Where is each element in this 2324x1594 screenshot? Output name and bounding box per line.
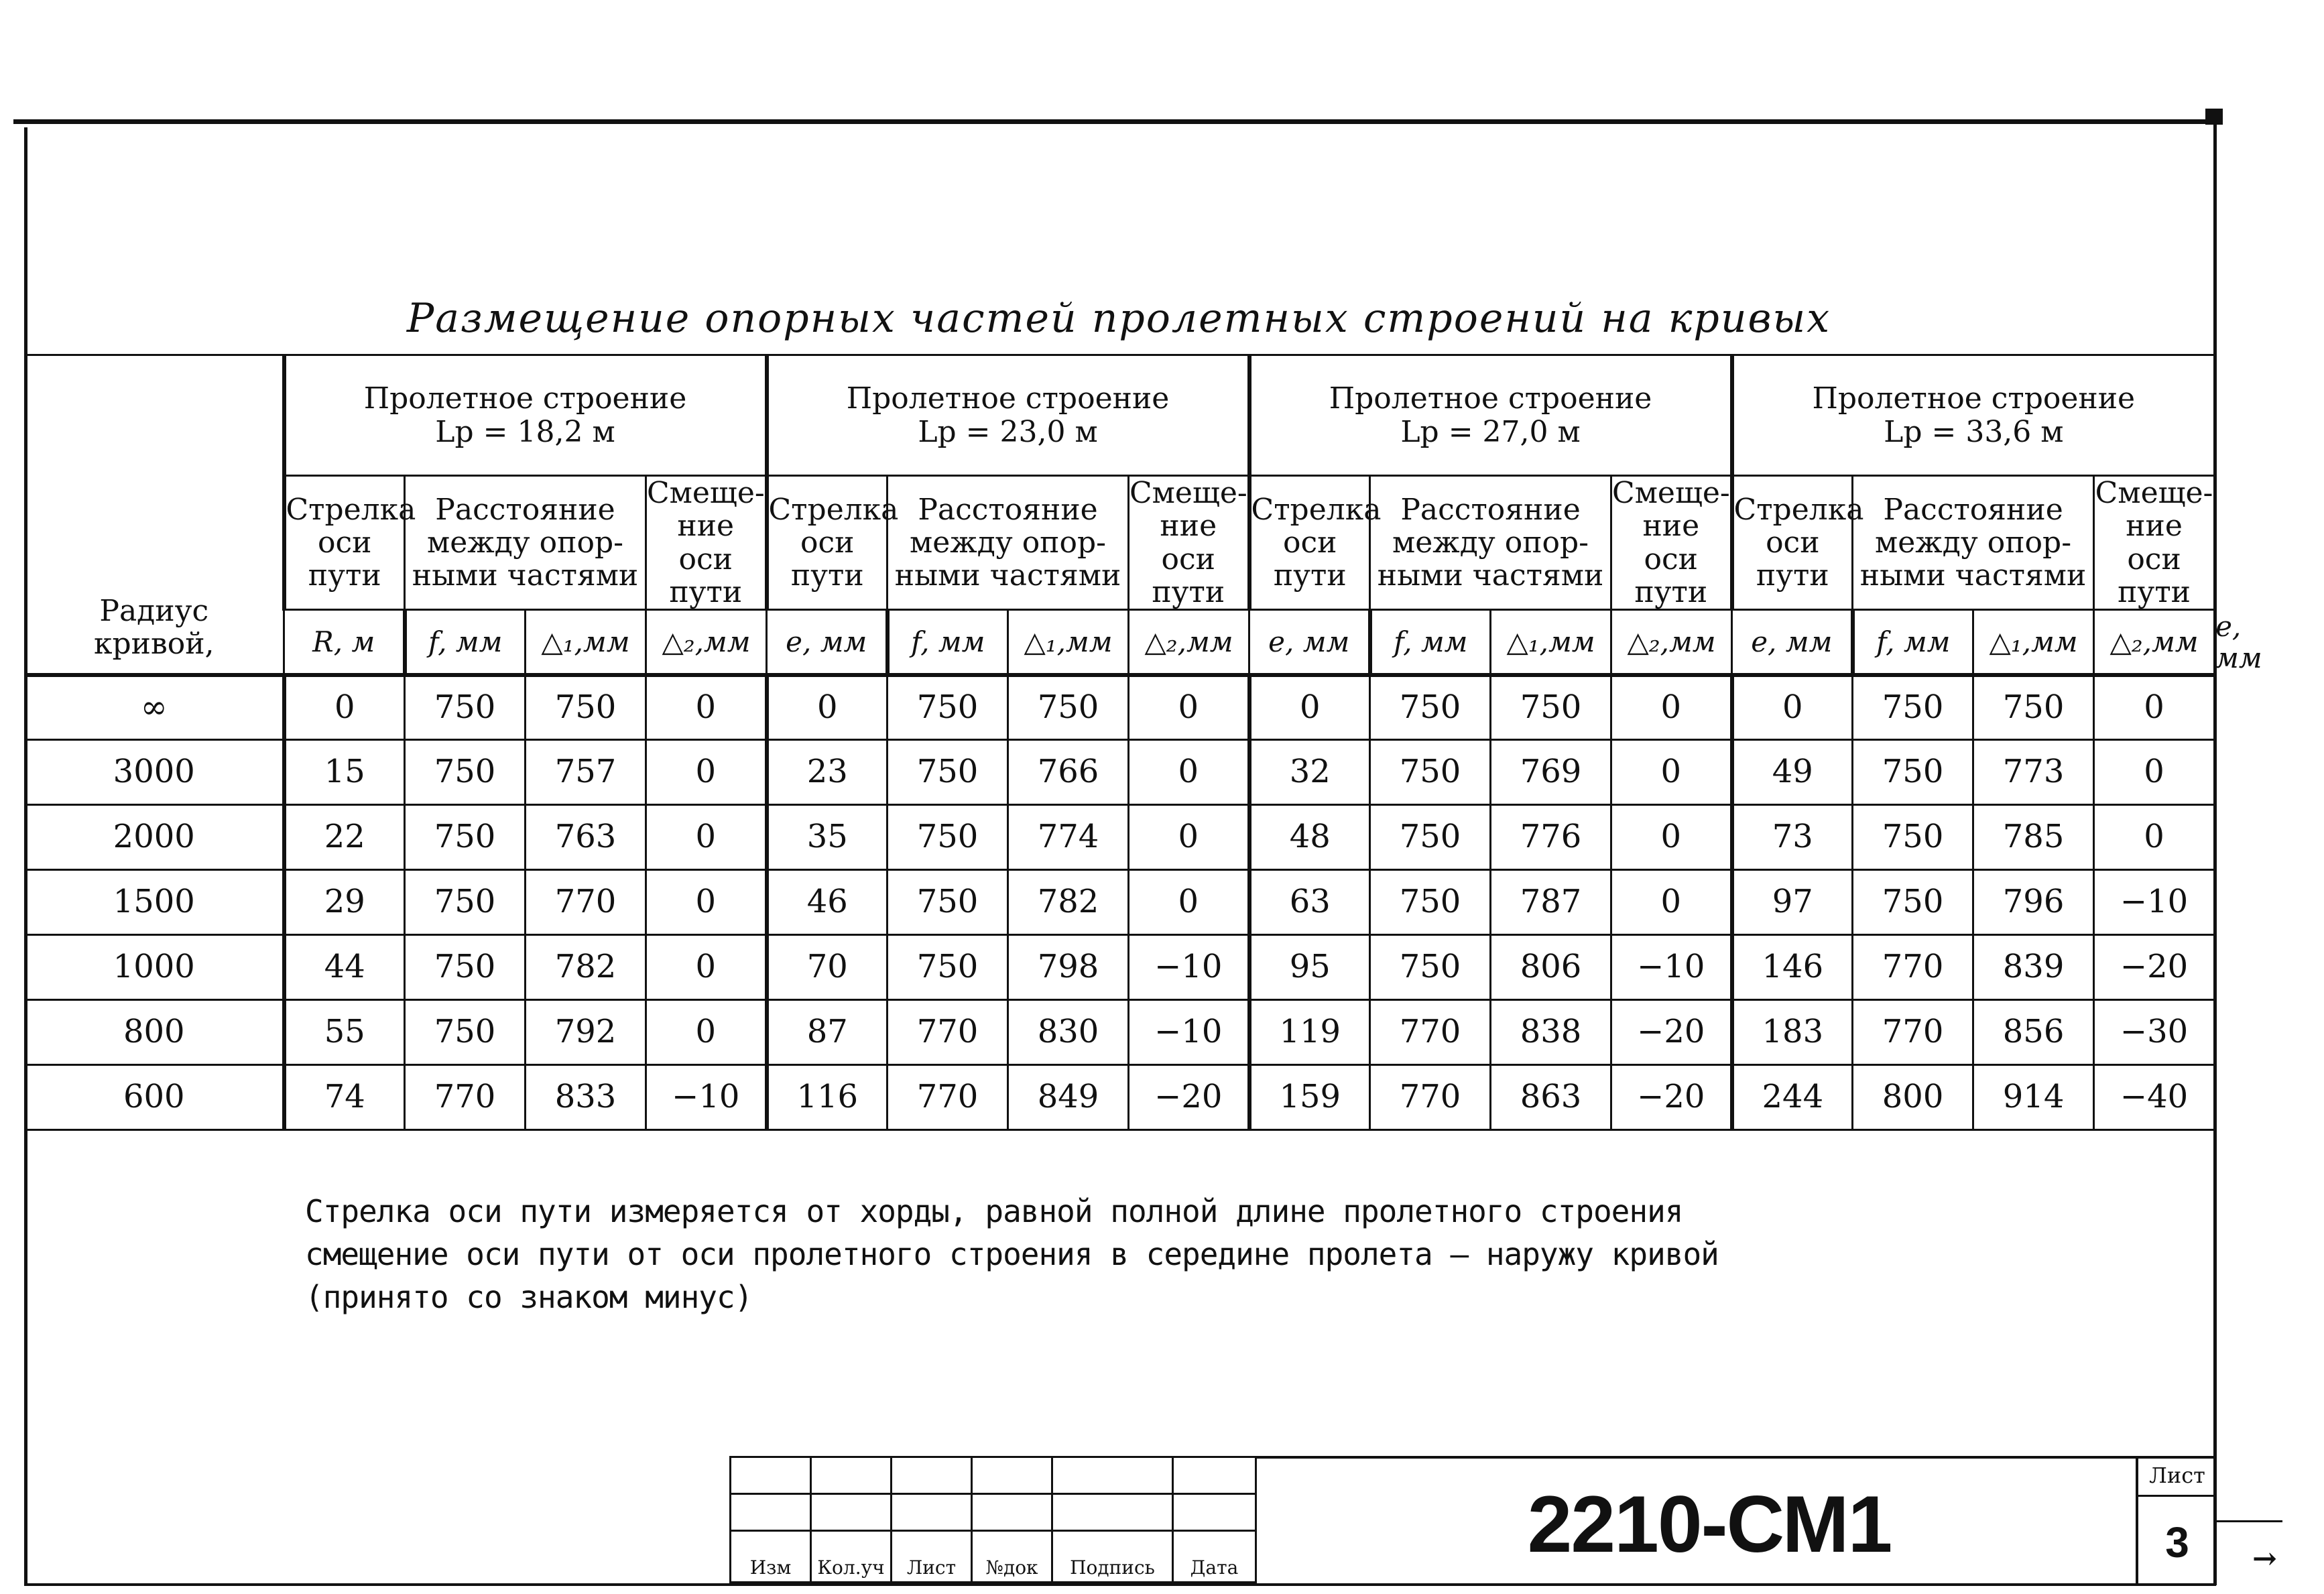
col-header-line: пути xyxy=(1634,574,1708,609)
radius-cell: 1500 xyxy=(25,870,284,935)
unit-cell: f, мм xyxy=(405,610,526,675)
value-cell: 0 xyxy=(2094,740,2215,805)
value-cell: 750 xyxy=(1973,675,2094,740)
col-header-line: Расстояние xyxy=(435,492,615,527)
arrow-icon: → xyxy=(2252,1542,2277,1576)
col-header-line: оси xyxy=(800,525,855,560)
col-header-line: пути xyxy=(308,558,381,593)
value-cell: 97 xyxy=(1732,870,1853,935)
col-header-smeshchenie xyxy=(646,476,767,610)
value-cell: 750 xyxy=(405,870,526,935)
unit-cell: f, мм xyxy=(1853,610,1973,675)
value-cell: 798 xyxy=(1008,935,1129,1000)
col-header-strelka xyxy=(767,476,899,610)
value-cell: 785 xyxy=(1973,805,2094,870)
value-cell: 0 xyxy=(767,675,888,740)
span-header-18-2 xyxy=(284,355,767,476)
value-cell: 856 xyxy=(1973,1000,2094,1065)
value-cell: 70 xyxy=(767,935,888,1000)
table-row xyxy=(25,740,2215,805)
page-title: Размещение опорных частей пролетных строений на кривых xyxy=(406,295,1831,342)
value-cell: 750 xyxy=(1853,740,1973,805)
value-cell: 776 xyxy=(1491,805,1611,870)
col-header-line: Стрелка xyxy=(768,492,899,527)
span-length: Lp = 18,2 м xyxy=(435,414,615,449)
stamp-cell xyxy=(731,1493,811,1530)
table-row xyxy=(25,1065,2215,1130)
stamp-cell xyxy=(972,1457,1052,1494)
value-cell: 159 xyxy=(1249,1065,1370,1130)
value-cell: 116 xyxy=(767,1065,888,1130)
value-cell: 0 xyxy=(1611,870,1732,935)
value-cell: 0 xyxy=(646,935,767,1000)
value-cell: 833 xyxy=(526,1065,646,1130)
value-cell: 15 xyxy=(284,740,405,805)
value-cell: −10 xyxy=(2094,870,2215,935)
note-line-3: (принято со знаком минус) xyxy=(305,1279,753,1315)
value-cell: 796 xyxy=(1973,870,2094,935)
value-cell: 770 xyxy=(1853,935,1973,1000)
stamp-cell xyxy=(1052,1493,1173,1530)
stamp-cell xyxy=(892,1493,972,1530)
value-cell: 839 xyxy=(1973,935,2094,1000)
value-cell: 773 xyxy=(1973,740,2094,805)
value-cell: −10 xyxy=(1129,1000,1249,1065)
corner-mark xyxy=(2205,109,2223,125)
unit-cell: e, мм xyxy=(1249,610,1370,675)
value-cell: 770 xyxy=(1853,1000,1973,1065)
span-length: Lp = 23,0 м xyxy=(918,414,1098,449)
span-label: Пролетное строение xyxy=(1812,381,2136,416)
value-cell: 849 xyxy=(1008,1065,1129,1130)
value-cell: 0 xyxy=(1129,805,1249,870)
stamp-label-izm: Изм xyxy=(731,1530,811,1582)
value-cell: 750 xyxy=(888,675,1008,740)
unit-cell: △₁,мм xyxy=(1973,610,2094,675)
col-header-smeshchenie xyxy=(1611,476,1732,610)
col-header-rasstoyanie xyxy=(888,476,1129,610)
value-cell: −10 xyxy=(646,1065,767,1130)
value-cell: 22 xyxy=(284,805,405,870)
value-cell: 183 xyxy=(1732,1000,1853,1065)
value-cell: −30 xyxy=(2094,1000,2215,1065)
sheet-number: 3 xyxy=(2165,1518,2189,1567)
col-header-line: оси xyxy=(1766,525,1820,560)
col-header-line: ными частями xyxy=(894,558,1121,593)
value-cell: 0 xyxy=(1611,740,1732,805)
value-cell: 0 xyxy=(1129,740,1249,805)
radius-cell: 3000 xyxy=(25,740,284,805)
span-header-row xyxy=(25,355,2215,476)
col-header-line: пути xyxy=(1273,558,1347,593)
value-cell: 0 xyxy=(646,675,767,740)
value-cell: −10 xyxy=(1611,935,1732,1000)
col-header-line: ными частями xyxy=(1377,558,1604,593)
value-cell: 0 xyxy=(1129,870,1249,935)
value-cell: 750 xyxy=(888,805,1008,870)
value-cell: 63 xyxy=(1249,870,1370,935)
value-cell: 119 xyxy=(1249,1000,1370,1065)
value-cell: −20 xyxy=(2094,935,2215,1000)
value-cell: 770 xyxy=(1370,1000,1491,1065)
col-header-line: ными частями xyxy=(412,558,639,593)
value-cell: 770 xyxy=(1370,1065,1491,1130)
value-cell: 32 xyxy=(1249,740,1370,805)
col-header-line: ными частями xyxy=(1859,558,2087,593)
value-cell: 750 xyxy=(1853,870,1973,935)
col-header-line: между опор- xyxy=(1875,525,2072,560)
unit-cell: △₁,мм xyxy=(1491,610,1611,675)
value-cell: 87 xyxy=(767,1000,888,1065)
value-cell: 750 xyxy=(888,870,1008,935)
value-cell: 0 xyxy=(1129,675,1249,740)
value-cell: 750 xyxy=(888,740,1008,805)
value-cell: −40 xyxy=(2094,1065,2215,1130)
col-header-line: ние оси xyxy=(1160,509,1217,576)
stamp-cell xyxy=(892,1457,972,1494)
col-header-line: ние оси xyxy=(2126,509,2183,576)
col-header-line: пути xyxy=(1756,558,1829,593)
value-cell: 770 xyxy=(405,1065,526,1130)
stamp-cell xyxy=(1173,1493,1256,1530)
note-line-2: смещение оси пути от оси пролетного строения в середине пролета – наружу кривой xyxy=(305,1236,1719,1272)
stamp-label-ndok: №док xyxy=(972,1530,1052,1582)
col-header-strelka xyxy=(284,476,416,610)
col-header-line: пути xyxy=(1152,574,1225,609)
stamp-cell xyxy=(811,1457,892,1494)
value-cell: 49 xyxy=(1732,740,1853,805)
stamp-label-row xyxy=(731,1530,1256,1582)
frame-tail-line xyxy=(2215,1520,2282,1522)
col-header-line: пути xyxy=(669,574,743,609)
value-cell: 750 xyxy=(405,935,526,1000)
value-cell: 750 xyxy=(405,1000,526,1065)
value-cell: 750 xyxy=(1008,675,1129,740)
value-cell: 769 xyxy=(1491,740,1611,805)
span-length: Lp = 27,0 м xyxy=(1400,414,1581,449)
value-cell: 750 xyxy=(1491,675,1611,740)
col-header-smeshchenie xyxy=(1129,476,1249,610)
value-cell: 0 xyxy=(646,805,767,870)
stamp-cell xyxy=(811,1493,892,1530)
value-cell: 830 xyxy=(1008,1000,1129,1065)
value-cell: 782 xyxy=(1008,870,1129,935)
value-cell: 146 xyxy=(1732,935,1853,1000)
stamp-cell xyxy=(731,1457,811,1494)
radius-cell: ∞ xyxy=(25,675,284,740)
value-cell: 750 xyxy=(888,935,1008,1000)
stamp-row xyxy=(731,1493,1256,1530)
radius-unit: R, м xyxy=(284,610,405,675)
units-row: R, м f, мм △₁,мм △₂,мм e, мм f, мм △₁,мм △₂,мм e, мм f, мм △₁,мм △₂,мм e, мм f, мм △₁,мм △₂,мм e, мм xyxy=(25,610,2215,675)
value-cell: 0 xyxy=(1611,675,1732,740)
value-cell: −20 xyxy=(1611,1065,1732,1130)
unit-cell: △₁,мм xyxy=(1008,610,1129,675)
value-cell: 244 xyxy=(1732,1065,1853,1130)
value-cell: 95 xyxy=(1249,935,1370,1000)
value-cell: 763 xyxy=(526,805,646,870)
col-header-line: Смеще- xyxy=(1129,476,1247,510)
unit-cell: e, мм xyxy=(767,610,888,675)
radius-cell: 800 xyxy=(25,1000,284,1065)
col-header-line: Стрелка xyxy=(286,492,416,527)
table-row xyxy=(25,805,2215,870)
col-header-line: ние оси xyxy=(1642,509,1700,576)
value-cell: 914 xyxy=(1973,1065,2094,1130)
value-cell: 0 xyxy=(2094,805,2215,870)
radius-header xyxy=(25,355,284,675)
value-cell: 0 xyxy=(1611,805,1732,870)
value-cell: 750 xyxy=(1853,675,1973,740)
value-cell: 863 xyxy=(1491,1065,1611,1130)
col-header-line: оси xyxy=(1283,525,1337,560)
stamp-label-koluch: Кол.уч xyxy=(811,1530,892,1582)
note-line-1: Стрелка оси пути измеряется от хорды, равной полной длине пролетного строения xyxy=(305,1193,1683,1229)
span-header-27-0 xyxy=(1249,355,1732,476)
radius-header-line1: Радиус xyxy=(99,594,209,629)
value-cell: 0 xyxy=(284,675,405,740)
value-cell: 750 xyxy=(405,740,526,805)
col-header-line: оси xyxy=(318,525,372,560)
col-header-line: Смеще- xyxy=(1612,476,1730,510)
value-cell: 782 xyxy=(526,935,646,1000)
value-cell: 750 xyxy=(1370,805,1491,870)
span-label: Пролетное строение xyxy=(1329,381,1652,416)
value-cell: 74 xyxy=(284,1065,405,1130)
value-cell: 770 xyxy=(526,870,646,935)
unit-cell: e, мм xyxy=(1732,610,1853,675)
col-header-line: Стрелка xyxy=(1251,492,1382,527)
unit-cell: △₂,мм xyxy=(1129,610,1249,675)
value-cell: 757 xyxy=(526,740,646,805)
value-cell: 774 xyxy=(1008,805,1129,870)
stamp-cell xyxy=(972,1493,1052,1530)
table-row xyxy=(25,1000,2215,1065)
frame-top-border xyxy=(13,119,2219,124)
radius-header-line2: кривой, xyxy=(93,627,215,662)
stamp-label-data: Дата xyxy=(1173,1530,1256,1582)
value-cell: 766 xyxy=(1008,740,1129,805)
value-cell: 44 xyxy=(284,935,405,1000)
value-cell: 750 xyxy=(1370,675,1491,740)
unit-cell: △₁,мм xyxy=(526,610,646,675)
value-cell: 750 xyxy=(526,675,646,740)
value-cell: 750 xyxy=(1853,805,1973,870)
value-cell: 46 xyxy=(767,870,888,935)
col-header-rasstoyanie xyxy=(405,476,646,610)
value-cell: 792 xyxy=(526,1000,646,1065)
title-block-table xyxy=(729,1456,1257,1583)
value-cell: −20 xyxy=(1611,1000,1732,1065)
stamp-label-list: Лист xyxy=(892,1530,972,1582)
notes xyxy=(305,1190,2048,1319)
column-header-row xyxy=(25,476,2215,610)
stamp-cell xyxy=(1052,1457,1173,1494)
col-header-line: ние оси xyxy=(677,509,735,576)
col-header-line: Смеще- xyxy=(2095,476,2213,510)
span-label: Пролетное строение xyxy=(846,381,1170,416)
value-cell: 787 xyxy=(1491,870,1611,935)
sheet-label: Лист xyxy=(2149,1463,2205,1488)
table-row xyxy=(25,870,2215,935)
radius-cell: 1000 xyxy=(25,935,284,1000)
span-length: Lp = 33,6 м xyxy=(1884,414,2064,449)
col-header-rasstoyanie xyxy=(1853,476,2094,610)
span-header-33-6 xyxy=(1732,355,2215,476)
col-header-line: Расстояние xyxy=(1400,492,1581,527)
value-cell: 750 xyxy=(1370,740,1491,805)
value-cell: 29 xyxy=(284,870,405,935)
unit-cell: f, мм xyxy=(1370,610,1491,675)
value-cell: 0 xyxy=(646,740,767,805)
col-header-line: пути xyxy=(790,558,864,593)
document-code: 2210-СМ1 xyxy=(1527,1479,1892,1569)
value-cell: 0 xyxy=(2094,675,2215,740)
col-header-line: Стрелка xyxy=(1733,492,1864,527)
radius-cell: 600 xyxy=(25,1065,284,1130)
value-cell: 73 xyxy=(1732,805,1853,870)
value-cell: −20 xyxy=(1129,1065,1249,1130)
stamp-cell xyxy=(1173,1457,1256,1494)
radius-cell: 2000 xyxy=(25,805,284,870)
stamp-label-podpis: Подпись xyxy=(1052,1530,1173,1582)
value-cell: −10 xyxy=(1129,935,1249,1000)
unit-cell: f, мм xyxy=(888,610,1008,675)
stamp-row xyxy=(731,1457,1256,1494)
col-header-line: между опор- xyxy=(426,525,624,560)
value-cell: 806 xyxy=(1491,935,1611,1000)
supports-table-body xyxy=(25,355,2262,1130)
col-header-strelka xyxy=(1249,476,1382,610)
span-label: Пролетное строение xyxy=(363,381,687,416)
sheet-divider xyxy=(2138,1495,2216,1497)
value-cell: 35 xyxy=(767,805,888,870)
table-row xyxy=(25,935,2215,1000)
value-cell: 0 xyxy=(646,1000,767,1065)
col-header-line: Расстояние xyxy=(918,492,1098,527)
value-cell: 838 xyxy=(1491,1000,1611,1065)
value-cell: 0 xyxy=(1732,675,1853,740)
value-cell: 0 xyxy=(1249,675,1370,740)
table-row xyxy=(25,675,2215,740)
col-header-strelka xyxy=(1732,476,1864,610)
value-cell: 48 xyxy=(1249,805,1370,870)
value-cell: 750 xyxy=(405,675,526,740)
unit-cell: △₂,мм xyxy=(2094,610,2215,675)
value-cell: 750 xyxy=(405,805,526,870)
value-cell: 770 xyxy=(888,1065,1008,1130)
col-header-line: Расстояние xyxy=(1883,492,2063,527)
value-cell: 55 xyxy=(284,1000,405,1065)
value-cell: 750 xyxy=(1370,870,1491,935)
value-cell: 800 xyxy=(1853,1065,1973,1130)
value-cell: 770 xyxy=(888,1000,1008,1065)
value-cell: 23 xyxy=(767,740,888,805)
value-cell: 0 xyxy=(646,870,767,935)
col-header-line: Смеще- xyxy=(647,476,765,510)
unit-cell: △₂,мм xyxy=(1611,610,1732,675)
col-header-smeshchenie xyxy=(2094,476,2215,610)
col-header-line: между опор- xyxy=(1392,525,1589,560)
span-header-23-0 xyxy=(767,355,1249,476)
col-header-line: между опор- xyxy=(909,525,1107,560)
col-header-rasstoyanie xyxy=(1370,476,1611,610)
unit-cell: △₂,мм xyxy=(646,610,767,675)
supports-table xyxy=(24,354,2262,1131)
sheet-cell xyxy=(2136,1456,2216,1583)
col-header-line: пути xyxy=(2118,574,2191,609)
value-cell: 750 xyxy=(1370,935,1491,1000)
